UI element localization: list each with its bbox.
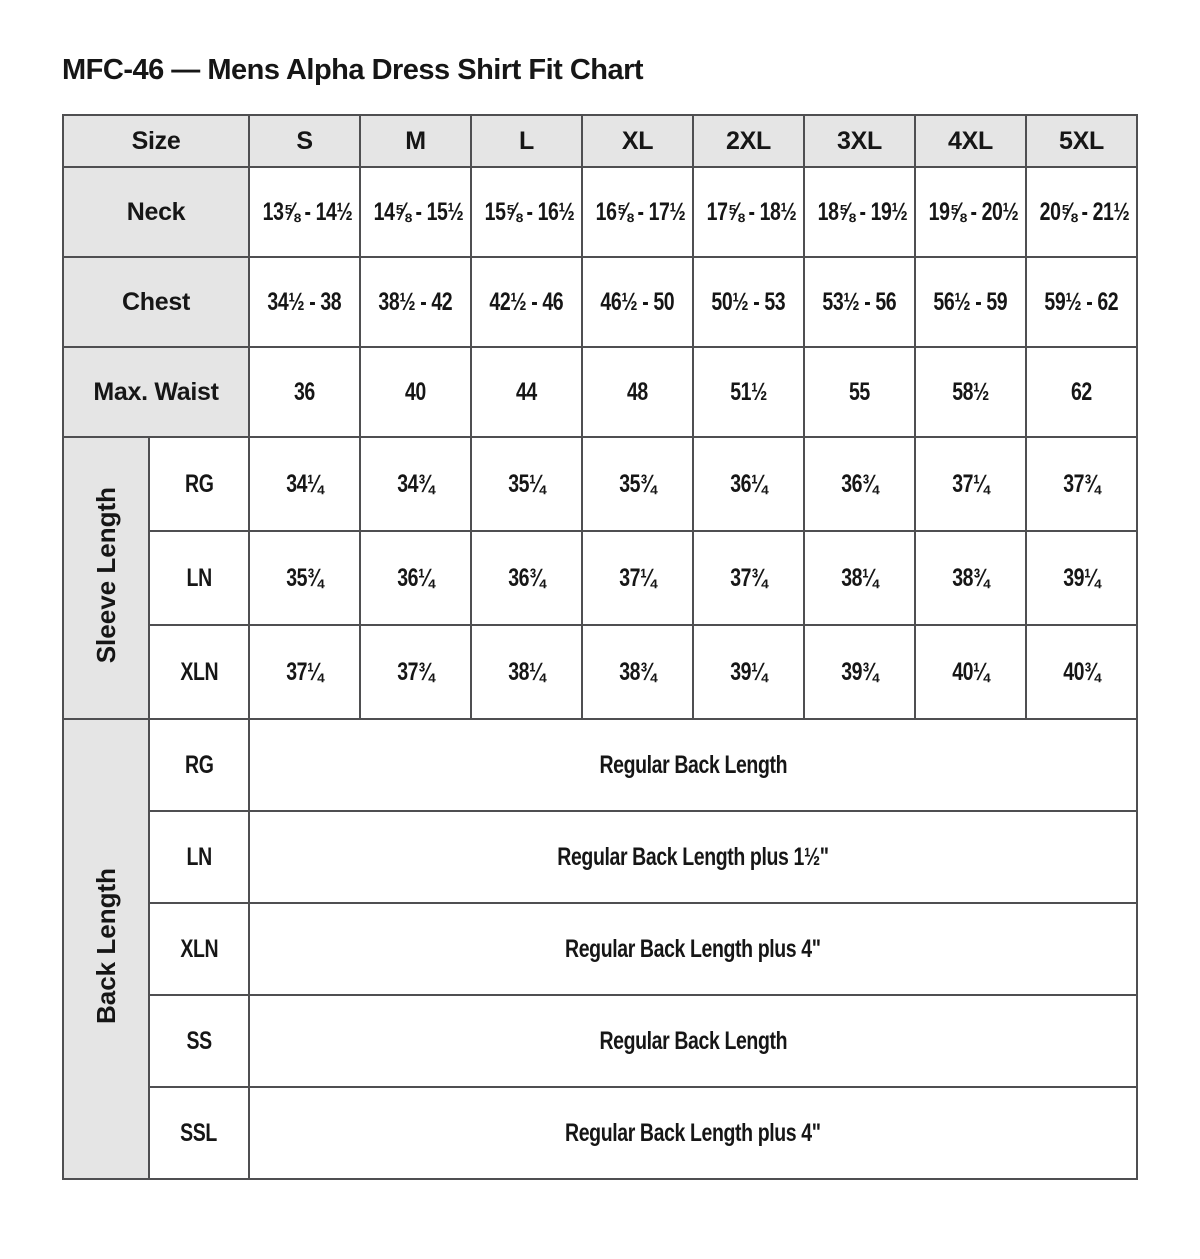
back-xln-label <box>149 903 249 995</box>
max-waist-value-m <box>360 347 471 437</box>
chest-value-xl <box>582 257 693 347</box>
cell-text: Regular Back Length <box>599 750 787 779</box>
size-col-header-4xl: 4XL <box>915 115 1026 167</box>
sleeve-rg-value-l <box>471 437 582 531</box>
max-waist-value-2xl <box>693 347 804 437</box>
cell-text: 48 <box>627 377 648 406</box>
sleeve-xln-value-m <box>360 625 471 719</box>
cell-text: 38¼ <box>841 563 878 592</box>
cell-text: 51½ <box>730 377 767 406</box>
sleeve-ln-value-5xl <box>1026 531 1137 625</box>
cell-text: XLN <box>180 657 218 686</box>
cell-text: 58½ <box>952 377 989 406</box>
sleeve-rg-value-5xl <box>1026 437 1137 531</box>
sleeve-ln-value-2xl <box>693 531 804 625</box>
chest-value-s <box>249 257 360 347</box>
cell-text: 38¾ <box>619 657 656 686</box>
chest-value-m <box>360 257 471 347</box>
max-waist-value-5xl <box>1026 347 1137 437</box>
neck-row-label: Neck <box>63 167 249 257</box>
sleeve-rg-value-4xl <box>915 437 1026 531</box>
cell-text: 39¼ <box>730 657 767 686</box>
cell-text: 36 <box>294 377 315 406</box>
cell-text: 42½ - 46 <box>489 287 564 316</box>
back-rg-label <box>149 719 249 811</box>
cell-text: 18⅝ - 19½ <box>817 197 908 226</box>
cell-text: 40¼ <box>952 657 989 686</box>
max-waist-value-xl <box>582 347 693 437</box>
max-waist-value-l <box>471 347 582 437</box>
cell-text: 34¼ <box>286 469 323 498</box>
sleeve-ln-value-m <box>360 531 471 625</box>
cell-text: 39¾ <box>841 657 878 686</box>
neck-row <box>63 167 1137 257</box>
cell-text: Regular Back Length plus 4" <box>565 1118 821 1147</box>
cell-text: 35¾ <box>286 563 323 592</box>
back-length-section-label <box>63 719 149 1179</box>
sleeve-xln-value-2xl <box>693 625 804 719</box>
cell-text: LN <box>186 842 212 871</box>
size-col-header-xl: XL <box>582 115 693 167</box>
page-title: MFC-46 — Mens Alpha Dress Shirt Fit Chart <box>62 54 644 86</box>
cell-text: 40¾ <box>1063 657 1100 686</box>
cell-text: 37¾ <box>730 563 767 592</box>
size-col-header-3xl: 3XL <box>804 115 915 167</box>
neck-value-l <box>471 167 582 257</box>
cell-text: 46½ - 50 <box>600 287 675 316</box>
cell-text: 35¼ <box>508 469 545 498</box>
cell-text: 16⅝ - 17½ <box>595 197 686 226</box>
max-waist-value-4xl <box>915 347 1026 437</box>
sleeve-xln-value-xl <box>582 625 693 719</box>
cell-text: 37¼ <box>286 657 323 686</box>
cell-text: 14⅝ - 15½ <box>373 197 464 226</box>
cell-text: Regular Back Length <box>599 1026 787 1055</box>
sleeve-xln-value-l <box>471 625 582 719</box>
chest-value-l <box>471 257 582 347</box>
cell-text: 38½ - 42 <box>378 287 453 316</box>
cell-text: 50½ - 53 <box>711 287 786 316</box>
chest-row-label: Chest <box>63 257 249 347</box>
sleeve-rg-label <box>149 437 249 531</box>
sleeve-rg-value-m <box>360 437 471 531</box>
size-col-header-s: S <box>249 115 360 167</box>
cell-text: 36¾ <box>508 563 545 592</box>
neck-value-5xl <box>1026 167 1137 257</box>
cell-text: 17⅝ - 18½ <box>706 197 797 226</box>
neck-value-xl <box>582 167 693 257</box>
cell-text: SSL <box>180 1118 218 1147</box>
cell-text: 36¾ <box>841 469 878 498</box>
cell-text: 15⅝ - 16½ <box>484 197 575 226</box>
cell-text: XLN <box>180 934 218 963</box>
cell-text: 40 <box>405 377 426 406</box>
sleeve-ln-value-4xl <box>915 531 1026 625</box>
cell-text: 53½ - 56 <box>822 287 897 316</box>
sleeve-rg-value-xl <box>582 437 693 531</box>
cell-text: 35¾ <box>619 469 656 498</box>
back-ssl-value <box>249 1087 1137 1179</box>
sleeve-xln-label <box>149 625 249 719</box>
chest-row <box>63 257 1137 347</box>
sleeve-ln-value-xl <box>582 531 693 625</box>
cell-text: RG <box>184 750 214 779</box>
max-waist-row <box>63 347 1137 437</box>
sleeve-rg-value-3xl <box>804 437 915 531</box>
neck-value-3xl <box>804 167 915 257</box>
sleeve-length-section-label <box>63 437 149 719</box>
back-ss-label <box>149 995 249 1087</box>
sleeve-xln-value-5xl <box>1026 625 1137 719</box>
sleeve-rg-row <box>63 437 1137 531</box>
cell-text: 44 <box>516 377 537 406</box>
back-ln-row <box>63 811 1137 903</box>
fit-chart-table <box>62 114 1138 1180</box>
cell-text: 13⅝ - 14½ <box>262 197 353 226</box>
back-ss-value <box>249 995 1137 1087</box>
cell-text: 56½ - 59 <box>933 287 1008 316</box>
cell-text: 37¾ <box>1063 469 1100 498</box>
cell-text: SS <box>186 1026 212 1055</box>
sleeve-xln-value-3xl <box>804 625 915 719</box>
cell-text: 37¼ <box>952 469 989 498</box>
size-header-cell: Size <box>63 115 249 167</box>
back-ssl-label <box>149 1087 249 1179</box>
neck-value-2xl <box>693 167 804 257</box>
sleeve-xln-value-s <box>249 625 360 719</box>
cell-text: 59½ - 62 <box>1044 287 1119 316</box>
back-xln-row <box>63 903 1137 995</box>
sleeve-rg-value-s <box>249 437 360 531</box>
cell-text: 34¾ <box>397 469 434 498</box>
back-ssl-row <box>63 1087 1137 1179</box>
cell-text: Regular Back Length plus 4" <box>565 934 821 963</box>
chest-value-3xl <box>804 257 915 347</box>
back-rg-row <box>63 719 1137 811</box>
cell-text: 62 <box>1071 377 1092 406</box>
cell-text: 55 <box>849 377 870 406</box>
sleeve-ln-value-s <box>249 531 360 625</box>
neck-value-m <box>360 167 471 257</box>
cell-text: 38¼ <box>508 657 545 686</box>
cell-text: 37¾ <box>397 657 434 686</box>
cell-text: 38¾ <box>952 563 989 592</box>
back-ss-row <box>63 995 1137 1087</box>
back-ln-label <box>149 811 249 903</box>
cell-text: 37¼ <box>619 563 656 592</box>
chest-value-2xl <box>693 257 804 347</box>
cell-text: 36¼ <box>397 563 434 592</box>
sleeve-length-label-text: Sleeve Length <box>91 487 121 664</box>
sleeve-ln-value-3xl <box>804 531 915 625</box>
back-xln-value <box>249 903 1137 995</box>
cell-text: 34½ - 38 <box>267 287 342 316</box>
sleeve-xln-row <box>63 625 1137 719</box>
neck-value-s <box>249 167 360 257</box>
back-rg-value <box>249 719 1137 811</box>
sleeve-rg-value-2xl <box>693 437 804 531</box>
sleeve-ln-row <box>63 531 1137 625</box>
cell-text: Regular Back Length plus 1½" <box>557 842 829 871</box>
cell-text: LN <box>186 563 212 592</box>
max-waist-value-3xl <box>804 347 915 437</box>
cell-text: 39¼ <box>1063 563 1100 592</box>
size-col-header-m: M <box>360 115 471 167</box>
back-ln-value <box>249 811 1137 903</box>
size-col-header-2xl: 2XL <box>693 115 804 167</box>
back-length-label-text: Back Length <box>91 868 121 1025</box>
sleeve-xln-value-4xl <box>915 625 1026 719</box>
size-col-header-l: L <box>471 115 582 167</box>
cell-text: RG <box>184 469 214 498</box>
sleeve-ln-value-l <box>471 531 582 625</box>
cell-text: 20⅝ - 21½ <box>1039 197 1130 226</box>
sleeve-ln-label <box>149 531 249 625</box>
size-col-header-5xl: 5XL <box>1026 115 1137 167</box>
chest-value-4xl <box>915 257 1026 347</box>
max-waist-row-label: Max. Waist <box>63 347 249 437</box>
chest-value-5xl <box>1026 257 1137 347</box>
max-waist-value-s <box>249 347 360 437</box>
cell-text: 36¼ <box>730 469 767 498</box>
header-row <box>63 115 1137 167</box>
neck-value-4xl <box>915 167 1026 257</box>
cell-text: 19⅝ - 20½ <box>928 197 1019 226</box>
